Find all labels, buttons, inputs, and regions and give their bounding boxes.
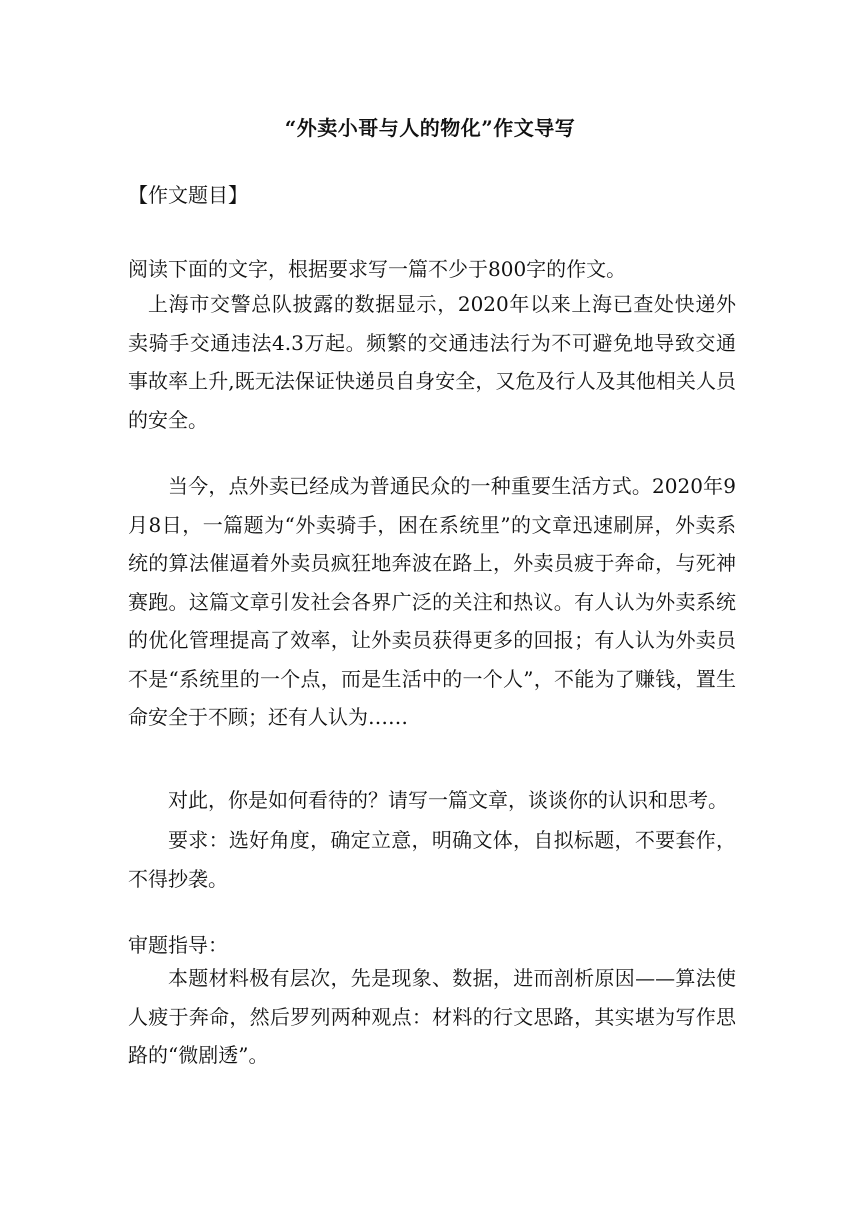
paragraph-requirements: 要求：选好角度，确定立意，明确文体，自拟标题，不要套作，不得抄袭。 (128, 828, 736, 891)
section-heading: 【作文题目】 (128, 183, 248, 207)
guidance-heading: 审题指导： (128, 933, 228, 957)
guidance-paragraph: 本题材料极有层次，先是现象、数据，进而剖析原因——算法使人疲于奔命，然后罗列两种观点：材料的行文思路，其实堪为写作思路的“微剧透”。 (128, 966, 736, 1067)
document-title: “外卖小哥与人的物化”作文导写 (284, 116, 576, 140)
paragraph-background: 当今，点外卖已经成为普通民众的一种重要生活方式。2020年9月8日，一篇题为“外卖骑手，困在系统里”的文章迅速刷屏，外卖系统的算法催逼着外卖员疯狂地奔波在路上，外卖员疲于奔命，与死神赛跑。这篇文章引发社会各界广泛的关注和热议。有人认为外卖系统的优化管理提高了效率，让外卖员获得更多的回报；有人认为外卖员不是“系统里的一个点，而是生活中的一个人”，不能为了赚钱，置生命安全于不顾；还有人认为…… (128, 474, 736, 729)
prompt-line: 阅读下面的文字，根据要求写一篇不少于800字的作文。 (128, 257, 627, 281)
paragraph-statistics: 上海市交警总队披露的数据显示，2020年以来上海已查处快递外卖骑手交通违法4.3万起。频繁的交通违法行为不可避免地导致交通事故率上升,既无法保证快递员自身安全，又危及行人及其他相关人员的安全。 (128, 292, 736, 432)
paragraph-question: 对此，你是如何看待的？请写一篇文章，谈谈你的认识和思考。 (168, 788, 728, 812)
